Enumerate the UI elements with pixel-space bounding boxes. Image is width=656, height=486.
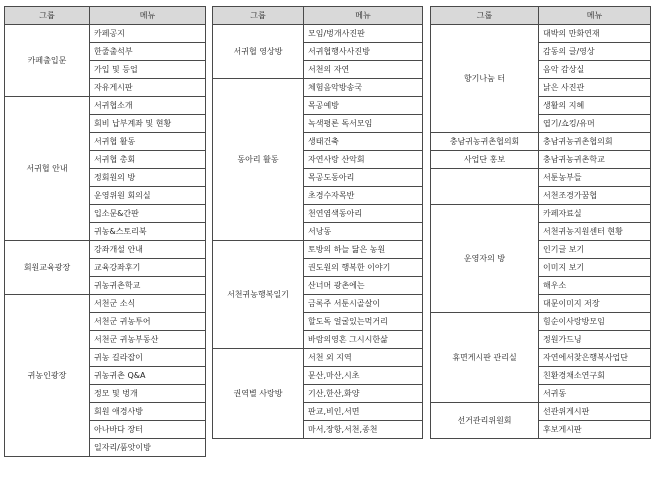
group-name: 서귀협 안내 [5, 97, 90, 241]
menu-item[interactable]: 친환경채소연구회 [539, 367, 651, 385]
menu-item[interactable]: 목공도동아리 [304, 169, 423, 187]
menu-item[interactable]: 대문이미지 저장 [539, 295, 651, 313]
menu-item[interactable]: 귀농&스토리북 [90, 223, 206, 241]
menu-item[interactable]: 충남귀농귀촌학교 [539, 151, 651, 169]
table-row [213, 79, 423, 97]
menu-item[interactable]: 기산,한산,화양 [304, 385, 423, 403]
menu-item[interactable]: 정모 및 벙개 [90, 385, 206, 403]
menu-table-1 [4, 6, 206, 457]
menu-item[interactable]: 할도독 얼굴있는먹거리 [304, 313, 423, 331]
table-row [431, 403, 651, 421]
menu-item[interactable]: 해우소 [539, 277, 651, 295]
menu-item[interactable]: 서천군 소식 [90, 295, 206, 313]
group-name: 사업단 홍보 [431, 151, 539, 169]
group-name: 귀농인광장 [5, 295, 90, 457]
menu-item[interactable]: 체험음악방송국 [304, 79, 423, 97]
menu-item[interactable]: 힘순이사랑방모임 [539, 313, 651, 331]
menu-table-2 [212, 6, 423, 439]
group-name: 서귀협 영상방 [213, 25, 304, 79]
group-header: 그룹 [213, 7, 304, 25]
group-name: 카페출입문 [5, 25, 90, 97]
menu-item[interactable]: 서귀협 총회 [90, 151, 206, 169]
menu-item[interactable]: 일자리/품앗이방 [90, 439, 206, 457]
menu-item[interactable]: 회원 애경사방 [90, 403, 206, 421]
menu-item[interactable]: 카페자료실 [539, 205, 651, 223]
menu-item[interactable]: 귀농 길라잡이 [90, 349, 206, 367]
menu-item[interactable]: 서귀협소개 [90, 97, 206, 115]
menu-header: 메뉴 [90, 7, 206, 25]
table-row [431, 133, 651, 151]
group-name: 선거관리위원회 [431, 403, 539, 439]
menu-item[interactable]: 이미지 보기 [539, 259, 651, 277]
menu-table-3 [430, 6, 651, 439]
menu-item[interactable]: 모임/벙개사진판 [304, 25, 423, 43]
group-name: 서천귀농행복일기 [213, 241, 304, 349]
menu-item[interactable]: 강좌개설 안내 [90, 241, 206, 259]
menu-item[interactable]: 운영위원 회의실 [90, 187, 206, 205]
menu-item[interactable]: 녹색평론 독서모임 [304, 115, 423, 133]
menu-item[interactable]: 귀농귀촌 Q&A [90, 367, 206, 385]
menu-item[interactable]: 인기글 보기 [539, 241, 651, 259]
menu-item[interactable]: 서귀협 활동 [90, 133, 206, 151]
menu-item[interactable]: 서천군 귀농투어 [90, 313, 206, 331]
menu-item[interactable]: 카페공지 [90, 25, 206, 43]
menu-item[interactable]: 자유게시판 [90, 79, 206, 97]
menu-item[interactable]: 토방의 하늘 닮은 농원 [304, 241, 423, 259]
menu-item[interactable]: 엽기/쇼킹/유머 [539, 115, 651, 133]
menu-item[interactable]: 자연사랑 산악회 [304, 151, 423, 169]
menu-item[interactable]: 서천군 귀농부동산 [90, 331, 206, 349]
table-row [431, 313, 651, 331]
menu-item[interactable]: 선관위게시판 [539, 403, 651, 421]
menu-item[interactable]: 감동의 글/영상 [539, 43, 651, 61]
menu-item[interactable]: 서귀협행사사진방 [304, 43, 423, 61]
menu-item[interactable]: 서낭동 [304, 223, 423, 241]
group-name: 운영자의 방 [431, 205, 539, 313]
menu-item[interactable]: 판교,비인,서면 [304, 403, 423, 421]
menu-item[interactable]: 아나바다 장터 [90, 421, 206, 439]
group-name: 권역별 사랑방 [213, 349, 304, 439]
table-row [5, 97, 206, 115]
menu-item[interactable]: 입소문&간판 [90, 205, 206, 223]
group-name: 충남귀농귀촌협의회 [431, 133, 539, 151]
menu-item[interactable]: 목공예방 [304, 97, 423, 115]
table-row [213, 349, 423, 367]
menu-item[interactable]: 생활의 지혜 [539, 97, 651, 115]
menu-item[interactable]: 서천 외 지역 [304, 349, 423, 367]
menu-item[interactable]: 정회원의 방 [90, 169, 206, 187]
table-row [5, 25, 206, 43]
menu-header: 메뉴 [539, 7, 651, 25]
menu-item[interactable]: 서천조경가꿈협 [539, 187, 651, 205]
menu-item[interactable]: 회비 납부계좌 및 현황 [90, 115, 206, 133]
menu-item[interactable]: 서툰농부들 [539, 169, 651, 187]
menu-item[interactable]: 초경수자목반 [304, 187, 423, 205]
menu-item[interactable]: 마서,장항,서천,종천 [304, 421, 423, 439]
table-row [213, 241, 423, 259]
table-row [213, 25, 423, 43]
menu-header: 메뉴 [304, 7, 423, 25]
group-name: 향기나눔 터 [431, 25, 539, 133]
group-header: 그룹 [5, 7, 90, 25]
table-row [431, 169, 651, 187]
menu-item[interactable]: 귀농귀촌학교 [90, 277, 206, 295]
group-name [431, 169, 539, 205]
table-row [431, 205, 651, 223]
menu-item[interactable]: 자연에서찾은행복사업단 [539, 349, 651, 367]
menu-item[interactable]: 생태건축 [304, 133, 423, 151]
menu-item[interactable]: 후보게시판 [539, 421, 651, 439]
menu-item[interactable]: 서천귀농지원센터 현황 [539, 223, 651, 241]
table-row [5, 241, 206, 259]
group-name: 동아리 활동 [213, 79, 304, 241]
menu-item[interactable]: 서귀동 [539, 385, 651, 403]
group-name: 휴면게시판 관리실 [431, 313, 539, 403]
group-name: 회원교육광장 [5, 241, 90, 295]
table-row [431, 151, 651, 169]
menu-item[interactable]: 문산,마산,시초 [304, 367, 423, 385]
menu-item[interactable]: 권도원의 행복한 이야기 [304, 259, 423, 277]
menu-item[interactable]: 서천의 자연 [304, 61, 423, 79]
table-row [431, 25, 651, 43]
menu-item[interactable]: 낡은 사진관 [539, 79, 651, 97]
menu-item[interactable]: 교육강좌후기 [90, 259, 206, 277]
table-row [5, 295, 206, 313]
menu-item[interactable]: 한줄출석부 [90, 43, 206, 61]
menu-item[interactable]: 가입 및 등업 [90, 61, 206, 79]
group-header: 그룹 [431, 7, 539, 25]
menu-item[interactable]: 대박의 만화연재 [539, 25, 651, 43]
menu-item[interactable]: 바람의영혼 그시시한삶 [304, 331, 423, 349]
menu-item[interactable]: 충남귀농귀촌협의회 [539, 133, 651, 151]
menu-item[interactable]: 음악 감상실 [539, 61, 651, 79]
menu-item[interactable]: 산너머 광촌에는 [304, 277, 423, 295]
menu-item[interactable]: 정원가드닝 [539, 331, 651, 349]
menu-item[interactable]: 천연염색동아리 [304, 205, 423, 223]
menu-item[interactable]: 금록주 서툰시골살이 [304, 295, 423, 313]
